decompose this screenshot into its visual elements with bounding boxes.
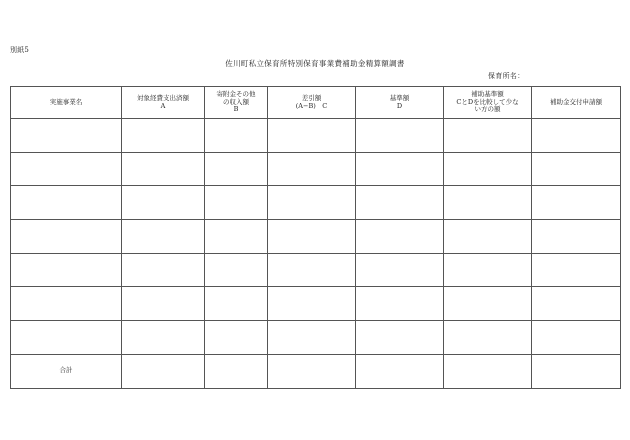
table-cell[interactable] <box>205 321 268 355</box>
table-cell[interactable] <box>356 220 444 254</box>
table-cell[interactable] <box>122 287 205 321</box>
table-cell[interactable] <box>11 220 122 254</box>
facility-name-label: 保育所名： <box>488 72 525 80</box>
total-cell[interactable] <box>205 354 268 388</box>
table-cell[interactable] <box>268 321 356 355</box>
table-row <box>11 220 621 254</box>
table-cell[interactable] <box>268 287 356 321</box>
table-cell[interactable] <box>532 321 621 355</box>
table-cell[interactable] <box>11 321 122 355</box>
table-cell[interactable] <box>11 253 122 287</box>
header-expenditure-a: 対象経費支出済額 A <box>122 87 205 119</box>
table-row <box>11 119 621 153</box>
table-cell[interactable] <box>122 220 205 254</box>
table-cell[interactable] <box>532 220 621 254</box>
table-cell[interactable] <box>356 152 444 186</box>
table-cell[interactable] <box>532 186 621 220</box>
header-project-name: 実施事業名 <box>11 87 122 119</box>
table-cell[interactable] <box>444 253 532 287</box>
table-cell[interactable] <box>122 186 205 220</box>
table-cell[interactable] <box>268 119 356 153</box>
table-cell[interactable] <box>356 119 444 153</box>
table-cell[interactable] <box>532 287 621 321</box>
table-cell[interactable] <box>444 186 532 220</box>
header-subsidy-standard: 補助基準額 CとDを比較して少な い方の額 <box>444 87 532 119</box>
table-row <box>11 321 621 355</box>
total-cell[interactable] <box>268 354 356 388</box>
table-cell[interactable] <box>11 152 122 186</box>
table-cell[interactable] <box>268 220 356 254</box>
table-cell[interactable] <box>444 321 532 355</box>
table-row <box>11 253 621 287</box>
total-cell[interactable] <box>532 354 621 388</box>
table-cell[interactable] <box>11 287 122 321</box>
table-cell[interactable] <box>532 253 621 287</box>
table-row <box>11 152 621 186</box>
table-cell[interactable] <box>356 287 444 321</box>
total-cell[interactable] <box>444 354 532 388</box>
table-row <box>11 186 621 220</box>
table-cell[interactable] <box>356 186 444 220</box>
table-cell[interactable] <box>205 119 268 153</box>
table-row <box>11 287 621 321</box>
table-cell[interactable] <box>11 119 122 153</box>
table-cell[interactable] <box>205 152 268 186</box>
table-cell[interactable] <box>205 287 268 321</box>
total-cell[interactable] <box>122 354 205 388</box>
table-cell[interactable] <box>356 321 444 355</box>
form-number: 別紙5 <box>10 46 30 54</box>
header-application-amount: 補助金交付申請額 <box>532 87 621 119</box>
table-cell[interactable] <box>444 220 532 254</box>
total-label: 合計 <box>11 354 122 388</box>
table-cell[interactable] <box>268 152 356 186</box>
table-cell[interactable] <box>532 152 621 186</box>
header-difference-c: 差引額 (A−B) C <box>268 87 356 119</box>
total-cell[interactable] <box>356 354 444 388</box>
header-row <box>11 87 621 119</box>
header-donation-income-b: 寄附金その他 の収入額 B <box>205 87 268 119</box>
table-cell[interactable] <box>444 119 532 153</box>
header-standard-d: 基準額 D <box>356 87 444 119</box>
table-cell[interactable] <box>205 186 268 220</box>
table-cell[interactable] <box>268 253 356 287</box>
table-cell[interactable] <box>532 119 621 153</box>
table-cell[interactable] <box>444 287 532 321</box>
table-cell[interactable] <box>268 186 356 220</box>
table-cell[interactable] <box>444 152 532 186</box>
table-cell[interactable] <box>205 220 268 254</box>
table-cell[interactable] <box>11 186 122 220</box>
table-cell[interactable] <box>122 119 205 153</box>
table-cell[interactable] <box>122 152 205 186</box>
settlement-table <box>10 86 621 389</box>
document-title: 佐川町私立保育所特別保育事業費補助金精算額調書 <box>225 59 405 68</box>
table-cell[interactable] <box>122 253 205 287</box>
table-cell[interactable] <box>205 253 268 287</box>
table-cell[interactable] <box>356 253 444 287</box>
total-row <box>11 354 621 388</box>
table-cell[interactable] <box>122 321 205 355</box>
